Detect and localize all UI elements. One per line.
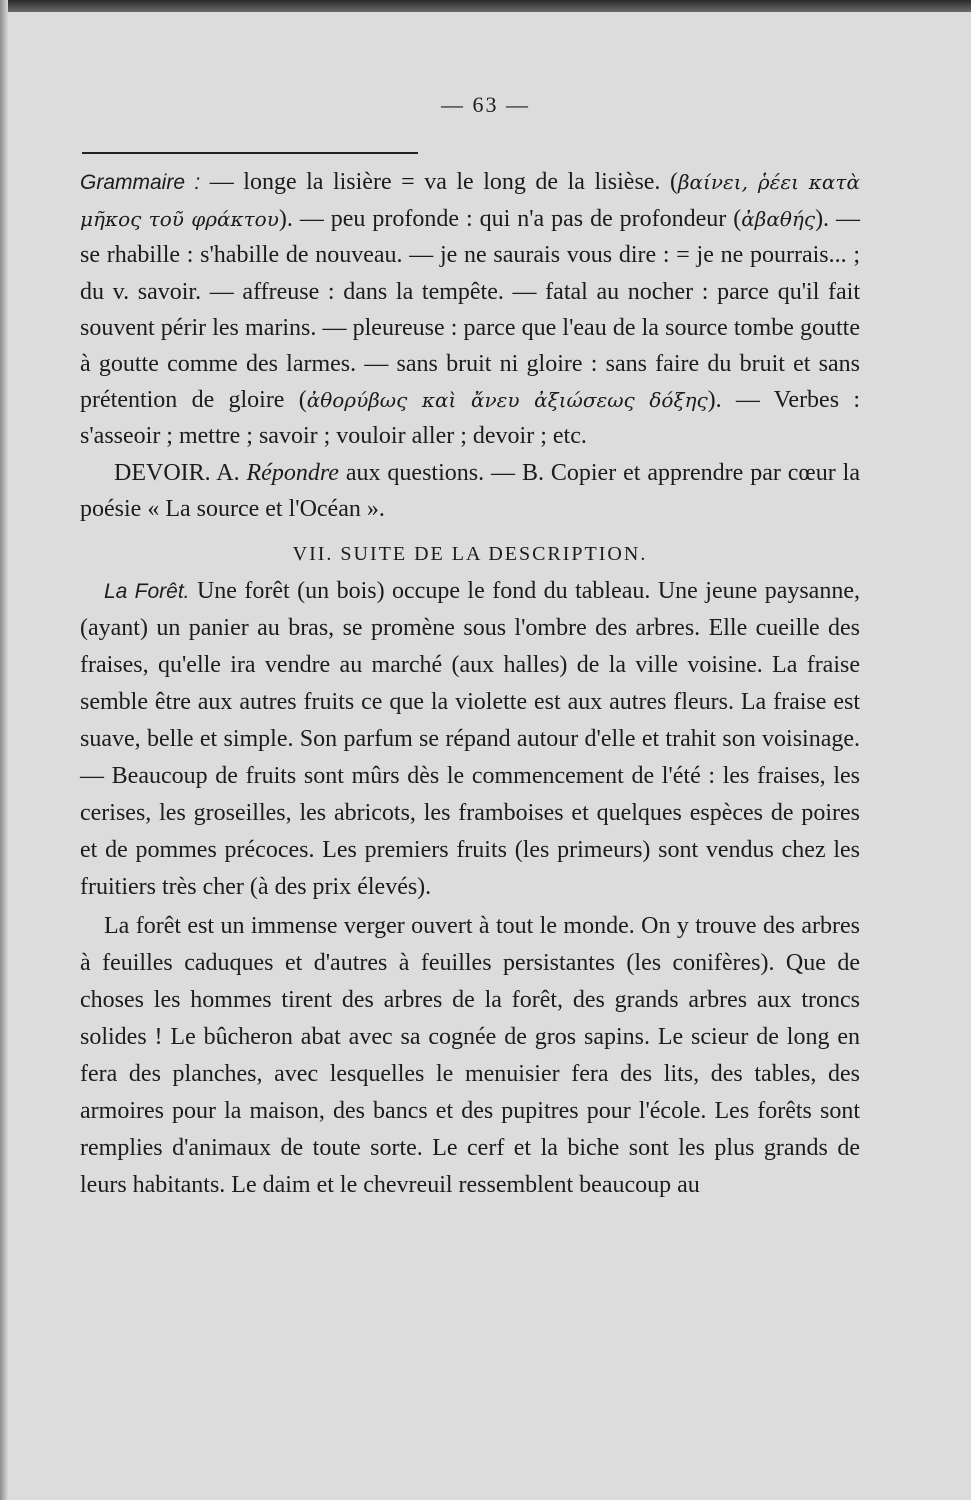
grammar-text-3: ). — se rhabille : s'habille de nouveau. — je ne saurais vous dire : = je ne pourrais... ; du v. savoir. — affreuse : dans la tempête. — fatal au nocher : parce qu'il fait souvent périr les marins. — pleureuse : parce que l'eau de la source tombe goutte à goutte comme des larmes. — sans bruit ni gloire : sans faire du bruit et sans prétention de gloire ( (80, 206, 861, 414)
greek-gloss-3: ἀθορύβως καὶ ἄνευ ἀξιώσεως δόξης (306, 388, 708, 413)
grammar-label: Grammaire : (80, 171, 201, 194)
paragraph-lead: La Forêt. (104, 580, 190, 604)
paragraph-verger: La forêt est un immense verger ouvert à tout le monde. On y trouve des arbres à feuilles caduques et d'autres à feuilles persistantes (les conifères). Que de choses les hommes tirent des arbres de la forêt, des grands arbres aux troncs solides ! Le bûcheron abat avec sa cognée de gros sapins. Le scieur de long en fera des planches, avec lesquelles le menuisier fera des lits, des tables, des armoires pour la maison, des bancs et des pupitres pour l'école. Les forêts sont remplies d'animaux de toute sorte. Le cerf et la biche sont les plus grands de leurs habitants. Le daim et le chevreuil ressemblent beaucoup au (80, 913, 860, 1199)
greek-gloss-2: ἀβαθής (741, 207, 816, 232)
page-content (80, 164, 860, 1204)
footnote-rule (82, 152, 418, 154)
devoir-rest: aux questions. — B. Copier et apprendre par cœur la poésie « La source et l'Océan ». (80, 459, 860, 522)
grammar-notes (80, 164, 860, 455)
devoir-lead: DEVOIR. A. (114, 459, 247, 486)
paragraph-foret (80, 573, 860, 906)
devoir-instruction (80, 455, 860, 527)
section-heading: VII. SUITE DE LA DESCRIPTION. (292, 543, 648, 566)
grammar-text-1: — longe la lisière = va le long de la lisièse. ( (200, 169, 678, 195)
page-left-edge (0, 0, 8, 1500)
grammar-text-2: ). — peu profonde : qui n'a pas de profondeur ( (278, 206, 742, 233)
greek-gloss-1: βαίνει, ῥέει κατὰ μῆκος τοῦ φράκτου (80, 170, 860, 232)
page-number: — 63 — (441, 92, 530, 117)
page-top-edge (0, 0, 971, 12)
paragraph-foret-text: Une forêt (un bois) occupe le fond du tableau. Une jeune paysanne, (ayant) un panier au bras, se promène sous l'ombre des arbres. Elle cueille des fraises, qu'elle ira vendre au marché (aux halles) de la ville voisine. La fraise semble être aux autres fruits ce que la violette est aux autres fleurs. La fraise est suave, belle et simple. Son parfum se répand autour d'elle et trahit son voisinage. — Beaucoup de fruits sont mûrs dès le commencement de l'été : les fraises, les cerises, les groseilles, les abricots, les framboises et quelques espèces de poires et de pommes précoces. Les premiers fruits (les primeurs) sont vendus chez les fruitiers très cher (à des prix élevés). (80, 578, 860, 901)
grammar-text-4: ). — Verbes : s'asseoir ; mettre ; savoir ; vouloir aller ; devoir ; etc. (80, 387, 860, 450)
devoir-italic: Répondre (246, 459, 339, 486)
